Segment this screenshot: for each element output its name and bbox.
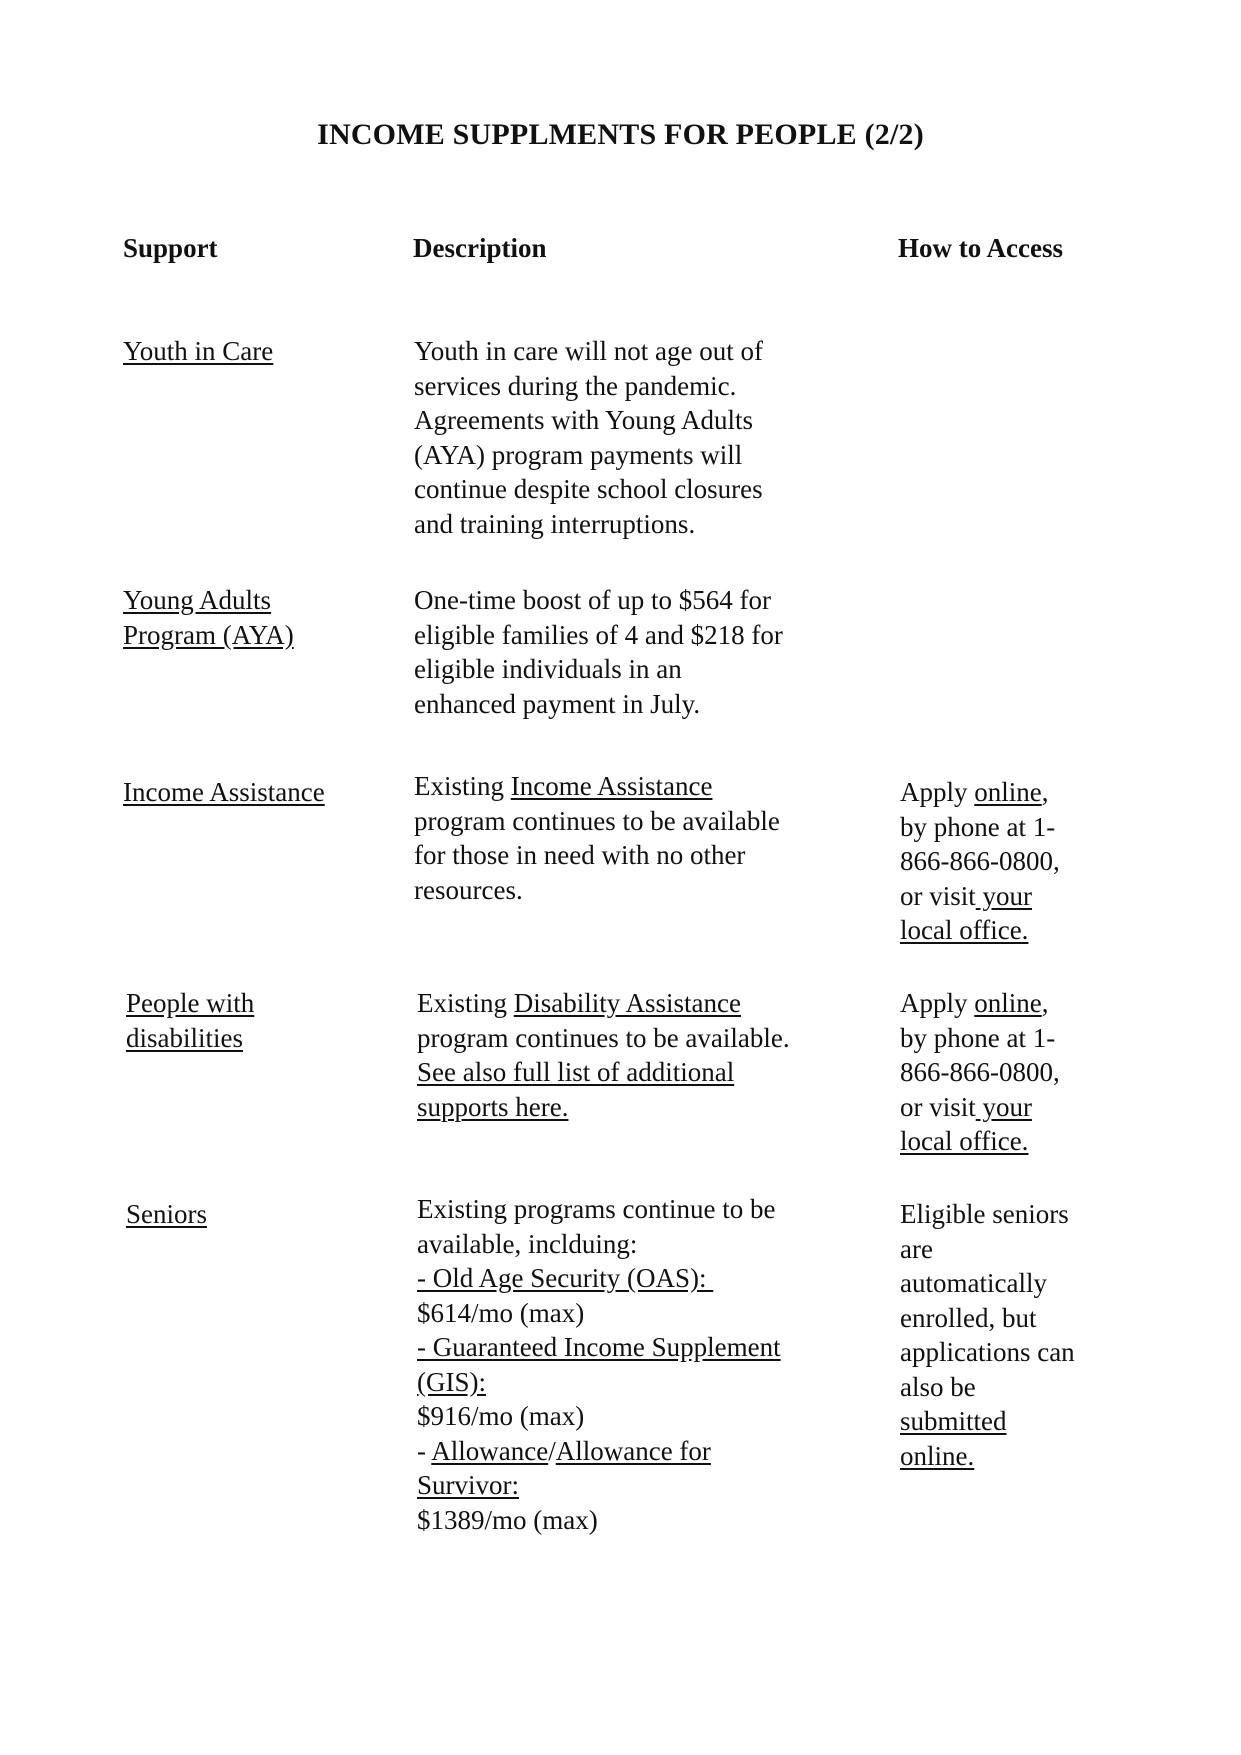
youth-in-care-link[interactable]: Youth in Care: [123, 336, 274, 366]
apply-online-link[interactable]: online: [974, 988, 1042, 1018]
description-line: for those in need with no other: [414, 840, 746, 870]
description-line: services during the pandemic.: [414, 370, 737, 401]
access-line: [900, 986, 1060, 1021]
support-cell: [126, 986, 254, 1055]
allowance-link[interactable]: Allowance: [431, 1435, 549, 1466]
description-line: Existing programs continue to be: [417, 1194, 776, 1224]
description-line: One-time boost of up to $564 for: [414, 585, 771, 615]
access-line: also be: [900, 1371, 976, 1402]
guaranteed-income-supplement-link[interactable]: - Guaranteed Income Supplement: [417, 1332, 781, 1362]
phone-number: 866-866-0800,: [900, 846, 1060, 876]
phone-line: by phone at 1-: [900, 1022, 1056, 1053]
young-adults-program-link[interactable]: Program (AYA): [123, 619, 294, 650]
seniors-link[interactable]: Seniors: [126, 1199, 207, 1229]
local-office-link[interactable]: local office.: [900, 1126, 1029, 1156]
old-age-security-link[interactable]: - Old Age Security (OAS):: [417, 1263, 714, 1293]
access-cell: [900, 986, 1060, 1159]
income-assistance-program-link[interactable]: Income Assistance: [510, 771, 713, 801]
allowance-for-survivor-link[interactable]: Survivor:: [417, 1470, 520, 1500]
description-cell: [414, 334, 763, 541]
local-office-link[interactable]: your: [975, 1091, 1033, 1122]
submit-online-link[interactable]: submitted: [900, 1406, 1007, 1436]
description-text: /: [548, 1435, 556, 1466]
oas-amount: $614/mo (max): [417, 1297, 585, 1328]
column-header-support: Support: [123, 233, 218, 263]
access-line: automatically: [900, 1268, 1047, 1298]
description-line: Youth in care will not age out of: [414, 336, 763, 366]
description-cell: [414, 769, 780, 907]
description-line: eligible individuals in an: [414, 654, 682, 684]
additional-supports-link[interactable]: supports here.: [417, 1091, 569, 1122]
local-office-link[interactable]: your: [975, 880, 1033, 911]
description-cell: [417, 1192, 781, 1537]
description-line: and training interruptions.: [414, 508, 696, 539]
access-line: [900, 775, 1060, 810]
people-with-disabilities-link[interactable]: People with: [126, 988, 255, 1018]
allowance-for-survivor-link[interactable]: Allowance for: [555, 1435, 711, 1466]
page-title: INCOME SUPPLMENTS FOR PEOPLE (2/2): [317, 118, 924, 151]
description-line: [417, 1434, 781, 1469]
submit-online-link[interactable]: online.: [900, 1440, 975, 1471]
description-text: Existing: [414, 771, 511, 801]
description-line: program continues to be available: [414, 805, 780, 836]
phone-number: 866-866-0800,: [900, 1057, 1060, 1087]
description-line: Agreements with Young Adults: [414, 405, 754, 435]
access-text: or visit: [900, 1091, 976, 1122]
description-cell: [414, 583, 783, 721]
access-line: Eligible seniors: [900, 1199, 1069, 1229]
description-text: -: [417, 1435, 432, 1466]
access-line: applications can: [900, 1337, 1075, 1367]
description-line: available, inclduing:: [417, 1228, 638, 1259]
apply-online-link[interactable]: online: [974, 777, 1042, 807]
column-header-access: How to Access: [898, 233, 1063, 263]
description-line: eligible families of 4 and $218 for: [414, 619, 783, 650]
support-cell: [126, 1197, 207, 1232]
description-line: [414, 769, 780, 804]
description-text: Existing: [417, 988, 514, 1018]
guaranteed-income-supplement-link[interactable]: (GIS):: [417, 1366, 486, 1397]
access-text: or visit: [900, 880, 976, 911]
local-office-link[interactable]: local office.: [900, 915, 1029, 945]
access-cell: [900, 775, 1060, 948]
additional-supports-link[interactable]: See also full list of additional: [417, 1057, 735, 1087]
description-line: continue despite school closures: [414, 474, 763, 504]
access-text: ,: [1041, 777, 1049, 807]
access-line: [900, 1090, 1060, 1125]
young-adults-program-link[interactable]: Young Adults: [123, 585, 272, 615]
access-text: Apply: [900, 988, 975, 1018]
support-cell: [123, 334, 273, 369]
access-line: enrolled, but: [900, 1302, 1037, 1333]
access-text: ,: [1041, 988, 1049, 1018]
access-line: [900, 879, 1060, 914]
disability-assistance-link[interactable]: Disability Assistance: [513, 988, 741, 1018]
description-line: resources.: [414, 874, 523, 905]
people-with-disabilities-link[interactable]: disabilities: [126, 1022, 243, 1053]
allowance-amount: $1389/mo (max): [417, 1504, 598, 1535]
access-cell: [900, 1197, 1075, 1473]
description-line: (AYA) program payments will: [414, 439, 743, 470]
description-line: program continues to be available.: [417, 1022, 790, 1053]
income-assistance-link[interactable]: Income Assistance: [123, 777, 325, 807]
gis-amount: $916/mo (max): [417, 1401, 585, 1431]
description-cell: [417, 986, 790, 1124]
support-cell: [123, 583, 294, 652]
description-line: enhanced payment in July.: [414, 688, 701, 719]
access-line: are: [900, 1233, 933, 1264]
phone-line: by phone at 1-: [900, 811, 1056, 842]
column-header-description: Description: [413, 233, 547, 263]
support-cell: [123, 775, 325, 810]
access-text: Apply: [900, 777, 975, 807]
description-line: [417, 986, 790, 1021]
